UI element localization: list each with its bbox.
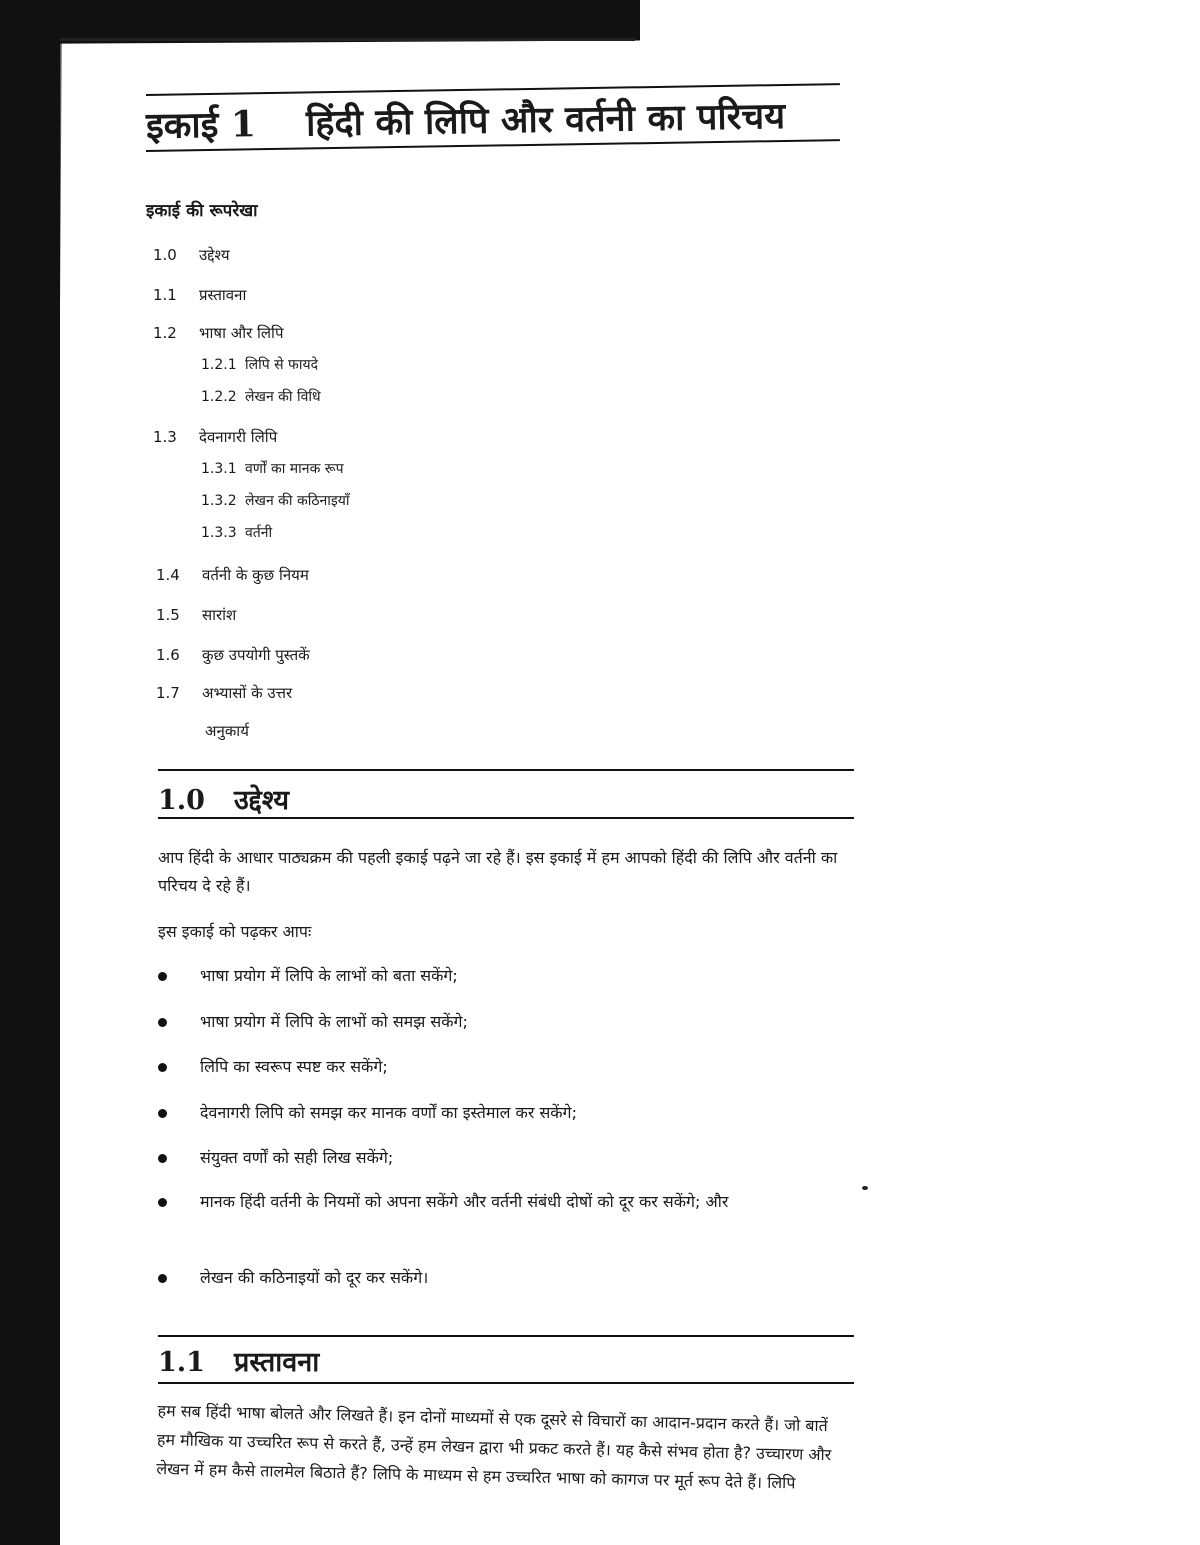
unit-title-text: हिंदी की लिपि और वर्तनी का परिचय <box>305 94 786 145</box>
objectives-lead: इस इकाई को पढ़कर आपः <box>158 922 312 941</box>
toc-label: वर्तनी <box>245 525 273 541</box>
list-item <box>201 390 321 404</box>
bullet-text: संयुक्त वर्णों को सही लिख सकेंगे; <box>200 1148 394 1167</box>
bullet-text: लेखन की कठिनाइयों को दूर कर सकेंगे। <box>200 1268 429 1287</box>
section-rule-top <box>158 1335 854 1337</box>
bullet-text: मानक हिंदी वर्तनी के नियमों को अपना सकेंगे और वर्तनी संबंधी दोषों को दूर कर सकेंगे; और <box>200 1192 729 1211</box>
toc-label: भाषा और लिपि <box>199 324 284 342</box>
bullet-text: भाषा प्रयोग में लिपि के लाभों को समझ सकेंगे; <box>200 1012 468 1031</box>
toc-label: लेखन की कठिनाइयाँ <box>245 493 350 509</box>
toc-number: 1.0 <box>153 246 177 264</box>
toc-number: 1.2.1 <box>201 357 237 373</box>
toc-number: 1.3 <box>153 428 177 446</box>
objectives-intro: आप हिंदी के आधार पाठ्यक्रम की पहली इकाई पढ़ने जा रहे हैं। इस इकाई में हम आपको हिंदी की लिपि और वर्तनी का परिचय दे रहे हैं। <box>158 848 838 895</box>
list-item <box>201 462 344 476</box>
section-number: 1.0 <box>158 785 205 816</box>
list-item <box>201 526 272 540</box>
toc-number: 1.6 <box>156 646 180 664</box>
unit-label: इकाई 1 <box>145 103 257 147</box>
toc-number: 1.3.1 <box>201 461 237 477</box>
toc-number: 1.7 <box>156 684 180 702</box>
list-item <box>153 248 230 263</box>
bullet-icon <box>158 1274 167 1283</box>
section-heading-objectives <box>158 780 289 817</box>
bullet-icon <box>158 1063 167 1072</box>
toc-number: 1.3.3 <box>201 525 237 541</box>
list-item <box>156 686 292 701</box>
toc-label: वर्णों का मानक रूप <box>245 461 344 477</box>
bullet-icon <box>158 1109 167 1118</box>
list-item <box>205 724 249 739</box>
outline-heading: इकाई की रूपरेखा <box>146 201 258 221</box>
bullet-icon <box>158 1154 167 1163</box>
toc-label: प्रस्तावना <box>199 286 247 304</box>
section-title: उद्देश्य <box>234 785 289 816</box>
toc-number: 1.1 <box>153 286 177 304</box>
list-item <box>153 430 277 445</box>
scan-edge-left-taper <box>40 0 80 1545</box>
section-number: 1.1 <box>158 1347 205 1378</box>
list-item <box>153 326 283 341</box>
toc-label: देवनागरी लिपि <box>199 428 278 446</box>
list-item <box>201 358 318 372</box>
bullet-text: भाषा प्रयोग में लिपि के लाभों को बता सकेंगे; <box>200 966 458 985</box>
scan-speck <box>862 1186 868 1190</box>
bullet-icon <box>158 1018 167 1027</box>
list-item <box>156 648 310 663</box>
toc-label: वर्तनी के कुछ नियम <box>202 566 309 584</box>
list-item <box>156 608 236 623</box>
list-item <box>153 288 246 303</box>
toc-label: लिपि से फायदे <box>245 357 319 373</box>
scan-edge-top-line <box>60 38 635 41</box>
section-rule-bottom <box>158 1382 854 1384</box>
toc-number: 1.2 <box>153 324 177 342</box>
section-rule-bottom <box>158 817 854 819</box>
bullet-text: लिपि का स्वरूप स्पष्ट कर सकेंगे; <box>200 1057 388 1076</box>
toc-label: उद्देश्य <box>199 246 230 264</box>
toc-label: अनुकार्य <box>205 722 249 740</box>
bullet-icon <box>158 1198 167 1207</box>
bullet-icon <box>158 972 167 981</box>
toc-label: लेखन की विधि <box>245 389 321 405</box>
list-item <box>201 494 350 508</box>
toc-number: 1.5 <box>156 606 180 624</box>
toc-label: अभ्यासों के उत्तर <box>202 684 293 702</box>
section-title: प्रस्तावना <box>234 1347 320 1378</box>
section-heading-introduction <box>158 1342 319 1379</box>
toc-number: 1.2.2 <box>201 389 237 405</box>
bullet-text: देवनागरी लिपि को समझ कर मानक वर्णों का इस्तेमाल कर सकेंगे; <box>200 1103 577 1122</box>
list-item <box>156 568 309 583</box>
toc-label: कुछ उपयोगी पुस्तकें <box>202 646 310 664</box>
toc-number: 1.3.2 <box>201 493 237 509</box>
toc-label: सारांश <box>202 606 237 624</box>
introduction-paragraph: हम सब हिंदी भाषा बोलते और लिखते हैं। इन दोनों माध्यमों से एक दूसरे से विचारों का आदान-प्रदान करते हैं। जो बातें हम मौखिक या उच्चरित रूप से करते हैं, उन्हें हम लेखन द्वारा भी प्रकट करते हैं। यह कैसे संभव होता है? उच्चारण और लेखन में हम कैसे तालमेल बिठाते हैं? लिपि के माध्यम से हम उच्चरित भाषा को कागज पर मूर्त रूप देते हैं। लिपि <box>156 1400 832 1493</box>
section-rule-top <box>158 769 854 771</box>
toc-number: 1.4 <box>156 566 180 584</box>
